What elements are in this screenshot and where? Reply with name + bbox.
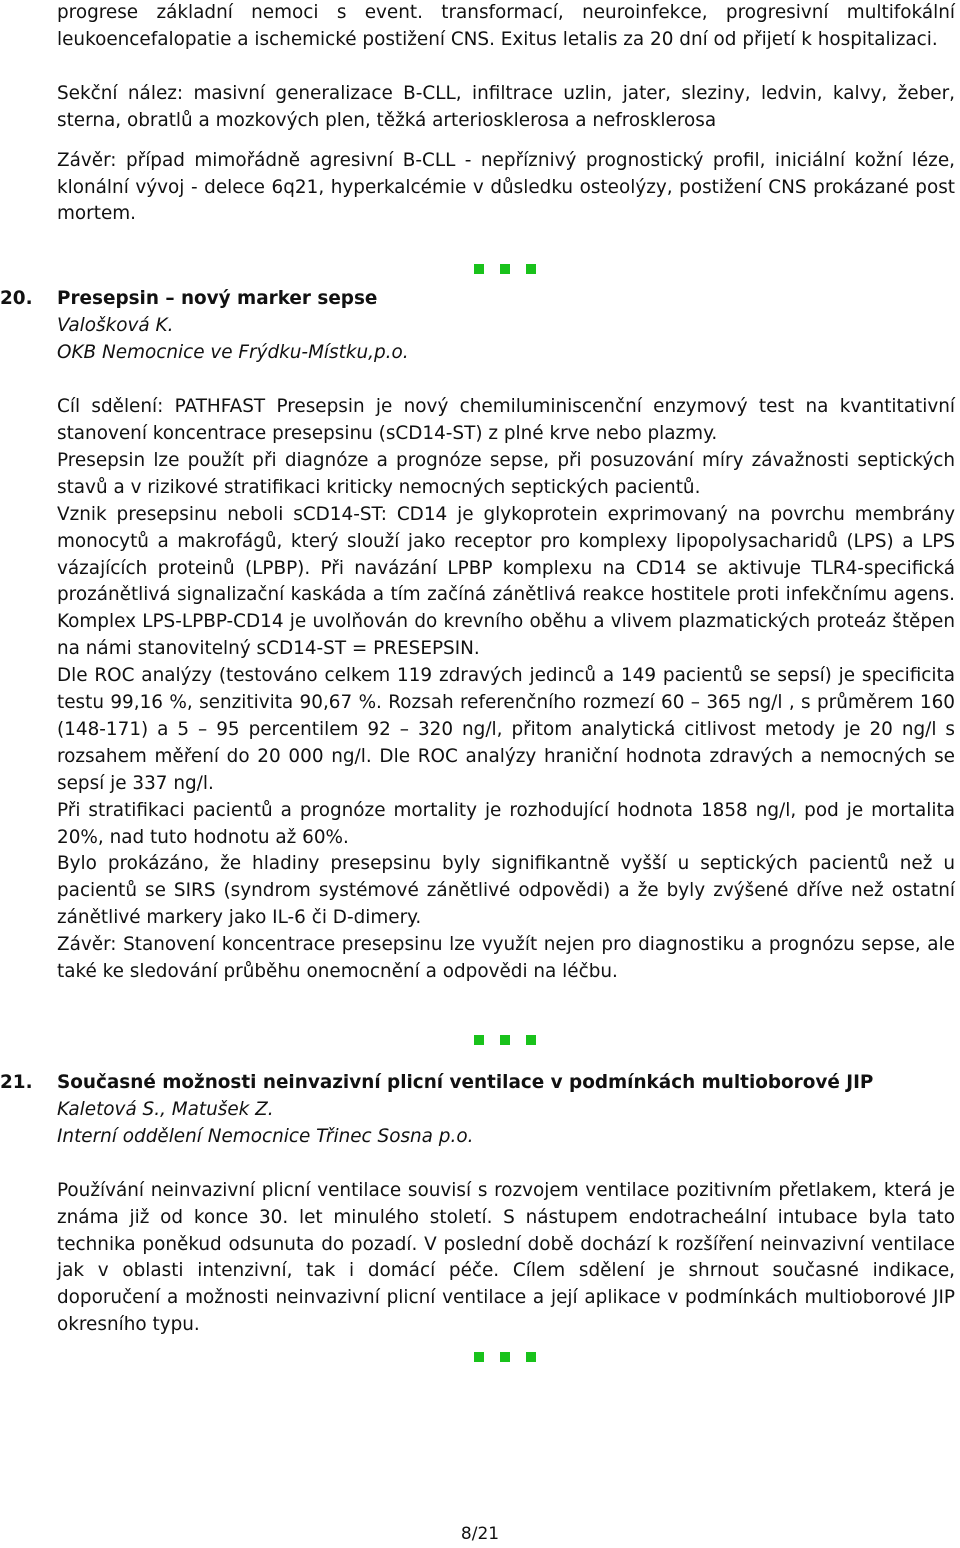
- separator-square: [474, 1352, 484, 1362]
- abstract-paragraph: Při stratifikaci pacientů a prognóze mortality je rozhodující hodnota 1858 ng/l, pod je mortalita 20%, nad tuto hodnotu až 60%.: [57, 799, 955, 848]
- abstract-heading: [0, 1070, 955, 1097]
- separator-square: [526, 264, 536, 274]
- abstract-institution: Interní oddělení Nemocnice Třinec Sosna p.o.: [57, 1125, 474, 1147]
- abstract-paragraph: Závěr: Stanovení koncentrace presepsinu lze využít nejen pro diagnostiku a prognózu sepse, ale také ke sledování průběhu onemocnění a odpovědi na léčbu.: [57, 934, 955, 983]
- separator-square: [526, 1352, 536, 1362]
- page-number: 8/21: [460, 1524, 500, 1544]
- abstract-number: 21.: [0, 1072, 33, 1093]
- abstract-paragraph: Vznik presepsinu neboli sCD14-ST: CD14 je glykoprotein exprimovaný na povrchu membrány monocytů a makrofágů, který slouží jako receptor pro komplexy lipopolysacharidů (LPS) a LPS vázajících proteinů (LPBP). Při navázání LPBP komplexu na CD14 se aktivuje TLR4-specifická prozánětlivá signalizační kaskáda a tím začíná zánětlivá reakce hostitele proti infekčnímu agens. Komplex LPS-LPBP-CD14 je uvolňován do krevního oběhu a vlivem plazmatických proteáz štěpen na námi stanovitelný sCD14-ST = PRESEPSIN.: [57, 503, 955, 660]
- separator-square: [500, 1035, 510, 1045]
- separator-square: [500, 264, 510, 274]
- section-separator: [455, 1343, 555, 1370]
- abstract-paragraph: Bylo prokázáno, že hladiny presepsinu byly signifikantně vyšší u septických pacientů než u pacientů se SIRS (syndrom systémové zánětlivé odpovědi) a že byly zvýšené dříve než ostatní zánětlivé markery jako IL-6 či D-dimery.: [57, 853, 955, 929]
- abstract-paragraph: Cíl sdělení: PATHFAST Presepsin je nový chemiluminiscenční enzymový test na kvantitativní stanovení koncentrace presepsinu (sCD14-ST) z plné krve nebo plazmy.: [57, 396, 955, 444]
- intro-paragraph-1: progrese základní nemoci s event. transformací, neuroinfekce, progresivní multifokální leukoencefalopatie a ischemické postižení CNS. Exitus letalis za 20 dní od přijetí k hospitalizaci.: [57, 2, 955, 50]
- abstract-paragraph: Presepsin lze použít při diagnóze a prognóze sepse, při posuzování míry závažnosti septických stavů a v rizikové stratifikaci kriticky nemocných septických pacientů.: [57, 449, 955, 498]
- autopsy-finding-paragraph: Sekční nález: masivní generalizace B-CLL, infiltrace uzlin, jater, sleziny, ledvin, kalvy, žeber, sterna, obratlů a mozkových plen, těžká arteriosklerosa a nefrosklerosa: [57, 82, 955, 131]
- separator-square: [474, 264, 484, 274]
- separator-square: [500, 1352, 510, 1362]
- abstract-title: Presepsin – nový marker sepse: [57, 288, 378, 310]
- abstract-authors: Kaletová S., Matušek Z.: [57, 1098, 274, 1120]
- separator-square: [474, 1035, 484, 1045]
- abstract-institution: OKB Nemocnice ve Frýdku-Místku,p.o.: [57, 342, 409, 364]
- abstract-20: [0, 286, 955, 986]
- abstract-title: Současné možnosti neinvazivní plicní ventilace v podmínkách multioborové JIP: [57, 1072, 874, 1093]
- section-separator: [455, 1026, 555, 1053]
- separator-square: [526, 1035, 536, 1045]
- section-separator: [455, 255, 555, 282]
- abstract-paragraph: Dle ROC analýzy (testováno celkem 119 zdravých jedinců a 149 pacientů se sepsí) je specificita testu 99,16 %, senzitivita 90,67 %. Rozsah referenčního rozmezí 60 – 365 ng/l , s průměrem 160 (148-171) a 5 – 95 percentilem 92 – 320 ng/l, přitom analytická citlivost metody je 20 ng/l s rozsahem měření do 20 000 ng/l. Dle ROC analýzy hraniční hodnota zdravých a nemocných se sepsí je 337 ng/l.: [57, 665, 955, 794]
- abstract-number: 20.: [0, 288, 33, 310]
- abstract-authors: Valošková K.: [57, 315, 174, 337]
- case-conclusion-paragraph: Závěr: případ mimořádně agresivní B-CLL - nepříznivý prognostický profil, iniciální kožní léze, klonální vývoj - delece 6q21, hyperkalcémie v důsledku osteolýzy, postižení CNS prokázané post mortem.: [57, 149, 955, 225]
- abstract-21: [0, 1070, 955, 1339]
- abstract-paragraph: Používání neinvazivní plicní ventilace souvisí s rozvojem ventilace pozitivním přetlakem, která je známa již od konce 30. let minulého století. S nástupem endotracheální intubace byla tato technika poněkud odsunuta do pozadí. V poslední době dochází k rozšíření neinvazivní ventilace jak v oblasti intenzivní, tak i domácí péče. Cílem sdělení je shrnout současné indikace, doporučení a možnosti neinvazivní plicní ventilace a její aplikace v podmínkách multioborové JIP okresního typu.: [57, 1179, 955, 1336]
- abstract-heading: [0, 286, 955, 313]
